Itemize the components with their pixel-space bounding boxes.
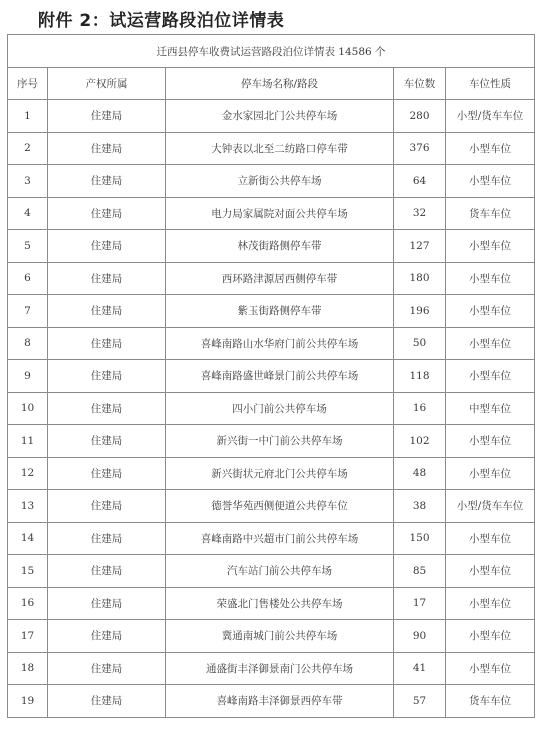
cell-seq: 13 [8, 490, 48, 523]
cell-count: 41 [394, 652, 446, 685]
cell-seq: 3 [8, 165, 48, 198]
cell-seq: 4 [8, 197, 48, 230]
cell-type: 小型车位 [446, 230, 535, 263]
cell-name: 林茂街路侧停车带 [166, 230, 394, 263]
table-row [8, 652, 535, 685]
cell-name: 新兴街一中门前公共停车场 [166, 425, 394, 458]
cell-count: 150 [394, 522, 446, 555]
cell-count: 376 [394, 132, 446, 165]
table-row [8, 490, 535, 523]
cell-owner: 住建局 [48, 425, 166, 458]
cell-count: 38 [394, 490, 446, 523]
table-row [8, 587, 535, 620]
cell-seq: 8 [8, 327, 48, 360]
cell-seq: 6 [8, 262, 48, 295]
cell-name: 荣盛北门售楼处公共停车场 [166, 587, 394, 620]
cell-seq: 11 [8, 425, 48, 458]
table-row [8, 392, 535, 425]
cell-type: 小型/货车车位 [446, 490, 535, 523]
cell-owner: 住建局 [48, 587, 166, 620]
parking-detail-table [7, 34, 535, 718]
cell-name: 立新街公共停车场 [166, 165, 394, 198]
cell-seq: 9 [8, 360, 48, 393]
cell-seq: 14 [8, 522, 48, 555]
table-body [8, 100, 535, 718]
cell-name: 喜峰南路盛世峰景门前公共停车场 [166, 360, 394, 393]
cell-count: 17 [394, 587, 446, 620]
cell-owner: 住建局 [48, 230, 166, 263]
cell-owner: 住建局 [48, 620, 166, 653]
table-row [8, 522, 535, 555]
cell-count: 48 [394, 457, 446, 490]
cell-name: 冀通南城门前公共停车场 [166, 620, 394, 653]
cell-owner: 住建局 [48, 100, 166, 133]
cell-owner: 住建局 [48, 392, 166, 425]
cell-name: 电力局家属院对面公共停车场 [166, 197, 394, 230]
header-type: 车位性质 [446, 68, 535, 100]
table-row [8, 555, 535, 588]
cell-seq: 1 [8, 100, 48, 133]
table-row [8, 360, 535, 393]
cell-seq: 10 [8, 392, 48, 425]
header-seq: 序号 [8, 68, 48, 100]
cell-seq: 16 [8, 587, 48, 620]
table-row [8, 132, 535, 165]
cell-type: 小型车位 [446, 457, 535, 490]
cell-type: 小型车位 [446, 327, 535, 360]
cell-owner: 住建局 [48, 197, 166, 230]
cell-name: 紫玉街路侧停车带 [166, 295, 394, 328]
cell-name: 德誉华苑西侧便道公共停车位 [166, 490, 394, 523]
cell-name: 四小门前公共停车场 [166, 392, 394, 425]
cell-name: 金水家园北门公共停车场 [166, 100, 394, 133]
cell-count: 16 [394, 392, 446, 425]
cell-count: 64 [394, 165, 446, 198]
table-row [8, 425, 535, 458]
cell-owner: 住建局 [48, 360, 166, 393]
cell-name: 汽车站门前公共停车场 [166, 555, 394, 588]
table-row [8, 230, 535, 263]
table-row [8, 100, 535, 133]
cell-count: 127 [394, 230, 446, 263]
cell-seq: 12 [8, 457, 48, 490]
cell-count: 118 [394, 360, 446, 393]
cell-count: 196 [394, 295, 446, 328]
cell-count: 32 [394, 197, 446, 230]
cell-seq: 17 [8, 620, 48, 653]
table-header-row [8, 68, 535, 100]
cell-type: 小型车位 [446, 652, 535, 685]
cell-name: 新兴街状元府北门公共停车场 [166, 457, 394, 490]
cell-type: 小型车位 [446, 425, 535, 458]
cell-count: 280 [394, 100, 446, 133]
table-row [8, 620, 535, 653]
cell-seq: 15 [8, 555, 48, 588]
cell-owner: 住建局 [48, 522, 166, 555]
cell-owner: 住建局 [48, 652, 166, 685]
cell-type: 小型车位 [446, 620, 535, 653]
cell-seq: 5 [8, 230, 48, 263]
table-row [8, 457, 535, 490]
table-row [8, 685, 535, 718]
cell-count: 180 [394, 262, 446, 295]
cell-name: 喜峰南路山水华府门前公共停车场 [166, 327, 394, 360]
cell-type: 小型车位 [446, 360, 535, 393]
cell-owner: 住建局 [48, 685, 166, 718]
table-row [8, 165, 535, 198]
header-owner: 产权所属 [48, 68, 166, 100]
cell-owner: 住建局 [48, 327, 166, 360]
cell-type: 小型车位 [446, 132, 535, 165]
cell-type: 小型车位 [446, 587, 535, 620]
table-caption: 迁西县停车收费试运营路段泊位详情表 14586 个 [8, 35, 535, 68]
cell-name: 喜峰南路丰泽御景西停车带 [166, 685, 394, 718]
cell-count: 50 [394, 327, 446, 360]
cell-seq: 2 [8, 132, 48, 165]
cell-name: 通盛街丰泽御景南门公共停车场 [166, 652, 394, 685]
table-caption-row [8, 35, 535, 68]
cell-owner: 住建局 [48, 262, 166, 295]
document-title: 附件 2：试运营路段泊位详情表 [38, 11, 285, 31]
cell-type: 小型车位 [446, 555, 535, 588]
cell-type: 小型车位 [446, 262, 535, 295]
cell-type: 货车车位 [446, 197, 535, 230]
cell-type: 小型车位 [446, 295, 535, 328]
cell-owner: 住建局 [48, 132, 166, 165]
cell-count: 57 [394, 685, 446, 718]
table-row [8, 197, 535, 230]
cell-name: 大钟表以北至二纺路口停车带 [166, 132, 394, 165]
cell-type: 货车车位 [446, 685, 535, 718]
cell-count: 85 [394, 555, 446, 588]
cell-type: 小型车位 [446, 522, 535, 555]
cell-type: 小型车位 [446, 165, 535, 198]
cell-name: 西环路津源居西侧停车带 [166, 262, 394, 295]
cell-owner: 住建局 [48, 457, 166, 490]
header-name: 停车场名称/路段 [166, 68, 394, 100]
cell-seq: 18 [8, 652, 48, 685]
table-row [8, 327, 535, 360]
cell-count: 102 [394, 425, 446, 458]
cell-owner: 住建局 [48, 165, 166, 198]
cell-owner: 住建局 [48, 490, 166, 523]
cell-owner: 住建局 [48, 555, 166, 588]
cell-owner: 住建局 [48, 295, 166, 328]
header-count: 车位数 [394, 68, 446, 100]
cell-name: 喜峰南路中兴超市门前公共停车场 [166, 522, 394, 555]
cell-count: 90 [394, 620, 446, 653]
cell-seq: 19 [8, 685, 48, 718]
table-row [8, 262, 535, 295]
table-row [8, 295, 535, 328]
cell-type: 中型车位 [446, 392, 535, 425]
cell-seq: 7 [8, 295, 48, 328]
cell-type: 小型/货车车位 [446, 100, 535, 133]
